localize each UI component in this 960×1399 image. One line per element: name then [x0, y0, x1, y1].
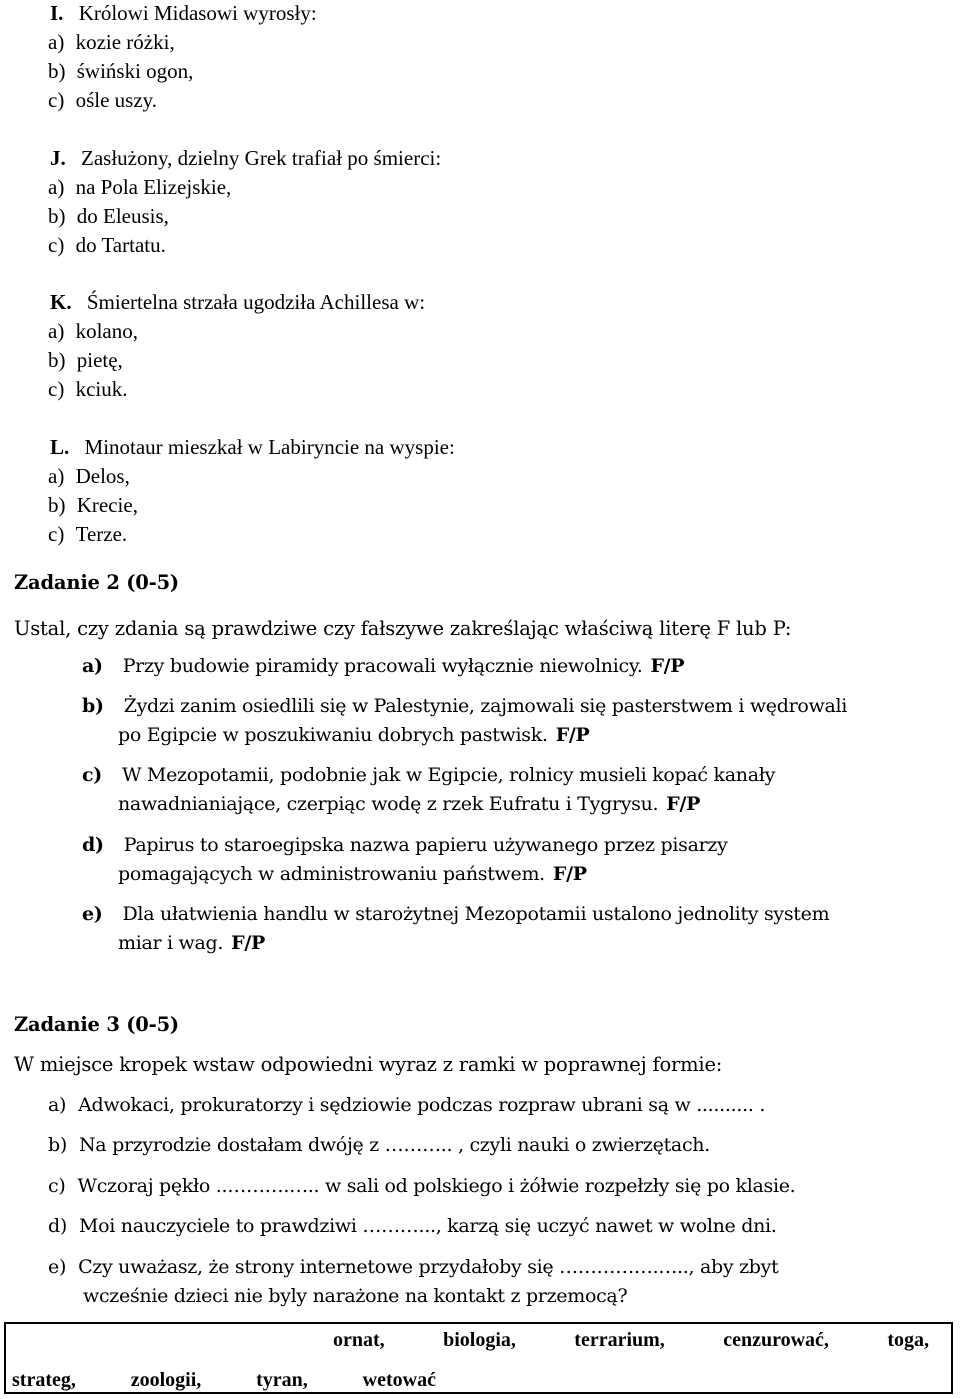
word-option: toga,	[887, 1329, 929, 1351]
true-false-marker[interactable]: F/P	[555, 724, 590, 746]
task2-item-c: c) W Mezopotamii, podobnie jak w Egipcie, rolnicy musieli kopać kanały	[82, 764, 776, 786]
word-option: terrarium,	[574, 1329, 665, 1351]
option-a: a) na Pola Elizejskie,	[48, 175, 232, 199]
question-letter: J.	[50, 146, 66, 170]
question-j	[50, 148, 441, 169]
option-b: b) Krecie,	[48, 493, 138, 517]
option-b: b) świński ogon,	[48, 59, 194, 83]
question-text: Królowi Midasowi wyrosły:	[78, 1, 317, 25]
task2-instruction: Ustal, czy zdania są prawdziwe czy fałszywe zakreślając właściwą literę F lub P:	[14, 617, 792, 640]
option-c: c) ośle uszy.	[48, 88, 158, 112]
task2-item-e-cont: miar i wag. F/P	[118, 932, 265, 954]
word-option: strateg,	[12, 1369, 76, 1391]
word-option: wetować	[362, 1369, 436, 1391]
question-text: Śmiertelna strzała ugodziła Achillesa w:	[86, 290, 426, 314]
option-c: c) Terze.	[48, 522, 128, 546]
question-letter: L.	[50, 435, 70, 459]
task2-item-b-cont: po Egipcie w poszukiwaniu dobrych pastwisk. F/P	[118, 724, 590, 746]
option-a: a) Delos,	[48, 464, 130, 488]
question-letter: I.	[50, 1, 64, 25]
task3-instruction: W miejsce kropek wstaw odpowiedni wyraz z ramki w poprawnej formie:	[14, 1053, 723, 1076]
option-b: b) pietę,	[48, 348, 123, 372]
option-c: c) kciuk.	[48, 377, 128, 401]
question-text: Zasłużony, dzielny Grek trafiał po śmierci:	[81, 146, 442, 170]
option-b: b) do Eleusis,	[48, 204, 169, 228]
question-letter: K.	[50, 290, 72, 314]
task2-item-d: d) Papirus to staroegipska nazwa papieru używanego przez pisarzy	[82, 834, 728, 856]
true-false-marker[interactable]: F/P	[650, 655, 685, 677]
task2-item-b: b) Żydzi zanim osiedlili się w Palestynie, zajmowali się pasterstwem i wędrowali	[82, 695, 848, 717]
task2-item-a: a) Przy budowie piramidy pracowali wyłącznie niewolnicy. F/P	[82, 655, 685, 677]
task2-heading: Zadanie 2 (0-5)	[14, 571, 179, 594]
word-box-row-2	[12, 1369, 436, 1392]
word-option: ornat,	[333, 1329, 385, 1351]
question-l	[50, 437, 455, 458]
task3-item-e-cont: wcześnie dzieci nie byly narażone na kontakt z przemocą?	[83, 1285, 628, 1307]
option-c: c) do Tartatu.	[48, 233, 166, 257]
task2-item-c-cont: nawadnianiające, czerpiąc wodę z rzek Eufratu i Tygrysu. F/P	[118, 793, 701, 815]
word-option: tyran,	[256, 1369, 308, 1391]
word-option: cenzurować,	[723, 1329, 829, 1351]
task3-item-a: a) Adwokaci, prokuratorzy i sędziowie podczas rozpraw ubrani są w .......... .	[48, 1094, 766, 1116]
task3-heading: Zadanie 3 (0-5)	[14, 1013, 179, 1036]
task3-item-e: e) Czy uważasz, że strony internetowe przydałoby się …………….….., aby zbyt	[48, 1256, 779, 1278]
option-a: a) kolano,	[48, 319, 138, 343]
word-option: biologia,	[443, 1329, 516, 1351]
task3-item-d: d) Moi nauczyciele to prawdziwi ………..., karzą się uczyć nawet w wolne dni.	[48, 1215, 777, 1237]
question-text: Minotaur mieszkał w Labiryncie na wyspie:	[84, 435, 455, 459]
question-i	[50, 3, 317, 24]
task3-item-b: b) Na przyrodzie dostałam dwóję z ……….. , czyli nauki o zwierzętach.	[48, 1134, 710, 1156]
task3-item-c: c) Wczoraj pękło ..……….….. w sali od polskiego i żółwie rozpełzły się po klasie.	[48, 1175, 796, 1197]
true-false-marker[interactable]: F/P	[552, 863, 587, 885]
option-a: a) kozie różki,	[48, 30, 175, 54]
question-k	[50, 292, 425, 313]
true-false-marker[interactable]: F/P	[231, 932, 265, 954]
word-box-row-1	[333, 1329, 929, 1352]
true-false-marker[interactable]: F/P	[666, 793, 701, 815]
task2-item-e: e) Dla ułatwienia handlu w starożytnej Mezopotamii ustalono jednolity system	[82, 903, 830, 925]
task2-item-d-cont: pomagających w administrowaniu państwem. F/P	[118, 863, 587, 885]
word-option: zoologii,	[130, 1369, 202, 1391]
